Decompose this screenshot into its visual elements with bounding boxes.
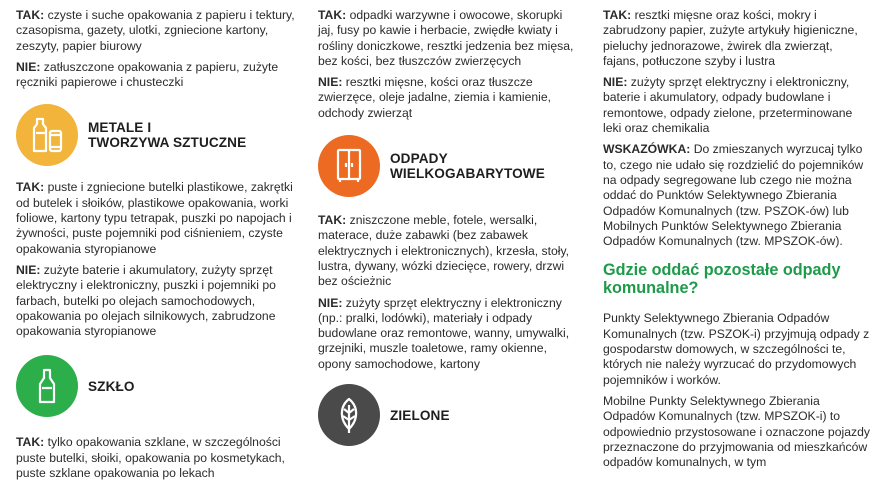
wskazowka-text: WSKAZÓWKA: Do zmieszanych wyrzucaj tylko to, czego nie udało się rozdzielić do pojemników na odpady segregowane lub czego nie można oddać do Punktów Selektywnego Zbierania Odpadów Komunalnych (tzw. PSZOK-ów) lub Mobilnych Punktów Selektywnego Zbierania Odpadów Komunalnych (tzw. MPSZOK-ów). (603, 142, 864, 249)
tak-label: TAK: (318, 213, 347, 228)
metale-nie-text: NIE: zużyte baterie i akumulatory, zużyty sprzęt elektryczny i elektroniczny, puszki i pojemniki po farbach, butelki po olejach samochodowych, opakowania po olejach silnikowych, zabrudzone opakowania styropianowe (16, 262, 276, 339)
bottle-can-icon (16, 104, 78, 166)
glass-bottle-icon (16, 355, 78, 417)
mpszok-text: Mobilne Punkty Selektywnego Zbierania Odpadów Komunalnych (tzw. MPSZOK-i) to odpowiednio przystosowane i oznaczone pojazdy przeznaczone do przyjmowania od mieszkańców odpadów komunalnych, w tym (603, 393, 870, 470)
zmiesz-tak-text: TAK: resztki mięsne oraz kości, mokry i zabrudzony papier, zużyte artykuły higieniczne, pieluchy jednorazowe, żwirek dla zwierząt, fajans, potłuczone szyby i lustra (603, 8, 858, 68)
pszok-text: Punkty Selektywnego Zbierania Odpadów Komunalnych (tzw. PSZOK-i) przyjmują odpady z gospodarstw domowych, w szczególności te, których nie należy wyrzucać do przydomowych pojemników i worków. (603, 311, 870, 387)
bio-tak-text: TAK: odpadki warzywne i owocowe, skorupki jaj, fusy po kawie i herbacie, zwiędłe kwiaty i rośliny doniczkowe, resztki jedzenia bez mięsa, bez kości, bez tłuszczów zwierzęcych (318, 8, 574, 68)
zmiesz-nie-text: NIE: zużyty sprzęt elektryczny i elektroniczny, baterie i akumulatory, odpady budowlane i remontowe, odpady zielone, przeterminowane leki oraz chemikalia (603, 75, 853, 136)
column-paper-metal-glass (16, 0, 301, 481)
column-mixed-info (603, 0, 871, 470)
category-metale (16, 104, 301, 166)
section-heading: Gdzie oddać pozostałe odpady komunalne? (603, 261, 841, 298)
nie-label: NIE: (318, 75, 343, 90)
wielko-tak-text: TAK: zniszczone meble, fotele, wersalki, materace, duże zabawki (bez zabawek elektrycznych i elektronicznych), krzesła, stoły, lustra, dywany, wózki dziecięce, rowery, drzwi bez ościeżnic (318, 213, 570, 289)
category-zielone (318, 384, 580, 446)
tak-label: TAK: (16, 8, 45, 22)
tak-label: TAK: (16, 435, 45, 450)
wielko-nie-text: NIE: zużyty sprzęt elektryczny i elektroniczny (np.: pralki, lodówki), materiały i odpady budowlane oraz remontowe, wanny, umywalki, grzejniki, muszle toaletowe, ramy okienne, opony samochodowe, kartony (318, 295, 570, 371)
category-title: ODPADY WIELKOGABARYTOWE (390, 151, 545, 182)
nie-label: NIE: (16, 59, 41, 74)
szklo-tak-text: TAK: tylko opakowania szklane, w szczególności puste butelki, słoiki, opakowania po kosmetykach, puste szklane opakowania po lekach (16, 435, 285, 481)
category-szklo (16, 355, 301, 417)
tak-label: TAK: (16, 180, 45, 195)
category-title: METALE I TWORZYWA SZTUCZNE (88, 120, 247, 151)
category-wielkogabarytowe (318, 135, 580, 197)
leaf-icon (318, 384, 380, 446)
bio-nie-text: NIE: resztki mięsne, kości oraz tłuszcze zwierzęce, oleje jadalne, ziemia i kamienie, odchody zwierząt (318, 75, 552, 120)
nie-label: NIE: (318, 295, 343, 310)
category-title: ZIELONE (390, 407, 450, 423)
tak-label: TAK: (603, 8, 632, 22)
wardrobe-icon (318, 135, 380, 197)
category-title: SZKŁO (88, 378, 135, 394)
tak-label: TAK: (318, 8, 347, 22)
wskazowka-label: WSKAZÓWKA: (603, 142, 691, 157)
metale-tak-text: TAK: puste i zgniecione butelki plastikowe, zakrętki od butelek i słoików, plastikowe opakowania, worki foliowe, kartony typu tetrapak, puszki po napojach i żywności, puste pojemniki pod ciśnieniem, czyste opakowania styropianowe (16, 180, 293, 256)
papier-nie-text: NIE: zatłuszczone opakowania z papieru, zużyte ręczniki papierowe i chusteczki (16, 59, 279, 90)
nie-label: NIE: (16, 262, 41, 277)
nie-label: NIE: (603, 75, 628, 90)
column-bio-bulky-green (318, 0, 580, 446)
papier-tak-text: TAK: czyste i suche opakowania z papieru i tektury, czasopisma, gazety, ulotki, zgniecione kartony, zeszyty, papier biurowy (16, 8, 295, 53)
